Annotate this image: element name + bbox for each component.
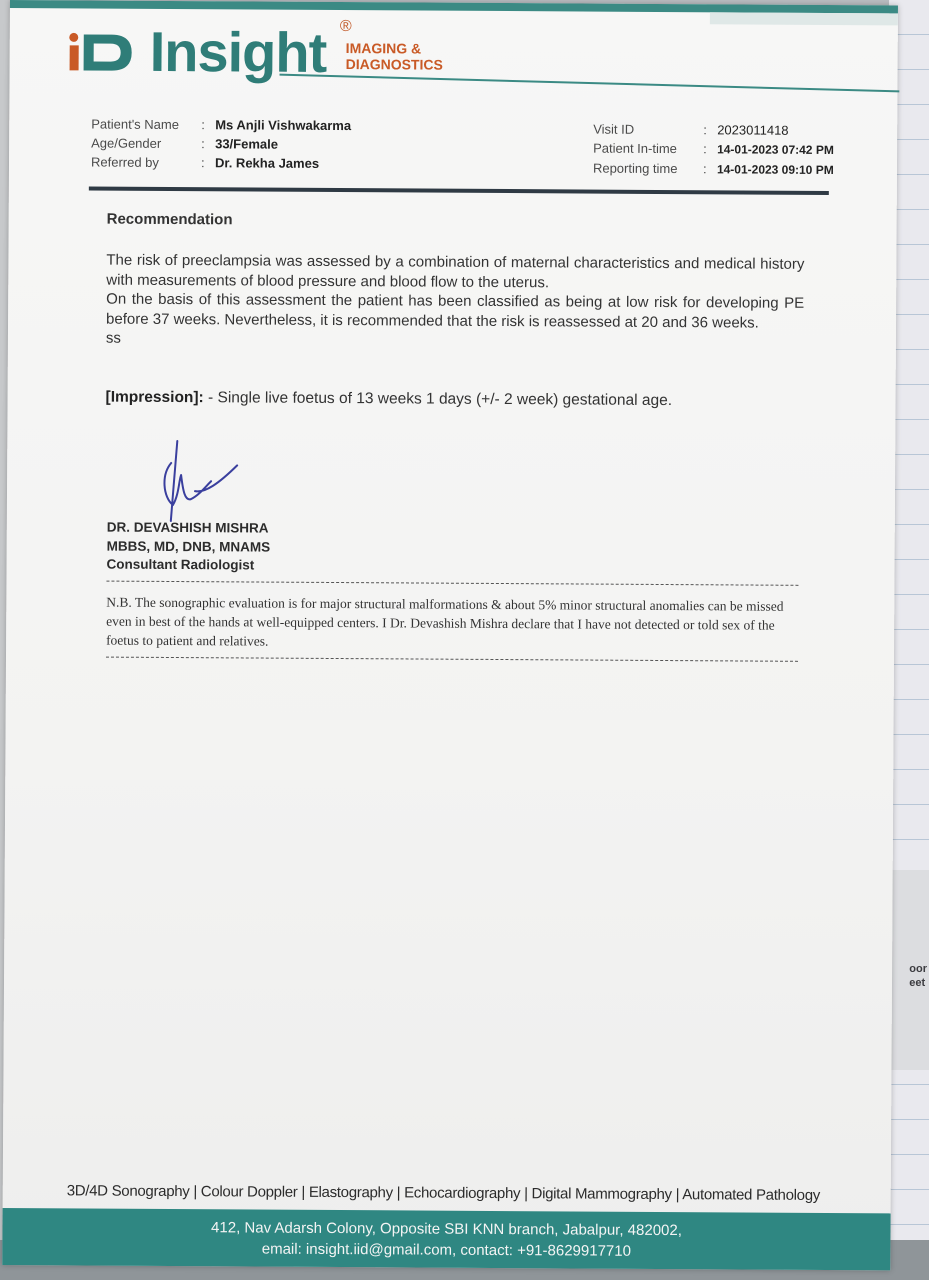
report-sheet	[2, 0, 898, 1270]
doctor-block	[106, 519, 270, 575]
logo-subtitle: IMAGING & DIAGNOSTICS	[345, 40, 443, 73]
patient-age-row: Age/Gender : 33/Female	[91, 135, 279, 152]
patient-info-left	[91, 114, 351, 173]
recommendation-para-2: On the basis of this assessment the patient has been classified as being at low risk for developing PE before 37 weeks. Nevertheless, it is recommended that the risk is reassessed at 20 and 36 weeks.	[106, 290, 805, 332]
services-list: 3D/4D Sonography | Colour Doppler | Elastography | Echocardiography | Digital Mammography | Automated Pathology	[66, 1182, 821, 1204]
logo-wordmark: Insight	[149, 19, 327, 84]
reporting-time-row: Reporting time : 14-01-2023 09:10 PM	[592, 160, 834, 178]
dashed-rule-top	[106, 581, 798, 586]
header-rule	[280, 74, 900, 93]
referred-by-row: Referred by : Dr. Rekha James	[90, 154, 320, 171]
recommendation-para-1: The risk of preeclampsia was assessed by a combination of maternal characteristics and medical history with measurements of blood pressure and blood flow to the uterus.	[106, 251, 805, 291]
doctor-degrees: MBBS, MD, DNB, MNAMS	[106, 538, 271, 555]
doctor-signature	[149, 435, 246, 532]
patient-info-right	[593, 120, 834, 180]
disclaimer-note: N.B. The sonographic evaluation is for major structural malformations & about 5% minor structural anomalies can be missed even in best of the hands at well-equipped centers. I Dr. Devashish Mishra declare that I have not detected or told sex of the foetus to patient and relatives.	[106, 594, 784, 649]
section-title: Recommendation	[106, 210, 233, 229]
footer-contact: email: insight.iid@gmail.com, contact: +91-8629917710	[261, 1240, 632, 1260]
footer-address: 412, Nav Adarsh Colony, Opposite SBI KNN branch, Jabalpur, 482002,	[211, 1219, 682, 1240]
impression-text: - Single live foetus of 13 weeks 1 days (+/- 2 week) gestational age.	[203, 389, 673, 410]
dashed-rule-bottom	[106, 657, 798, 662]
visit-id-row: Visit ID : 2023011418	[593, 121, 789, 138]
info-divider	[89, 186, 829, 195]
visit-id: 2023011418	[717, 122, 789, 138]
registered-mark: ®	[339, 18, 352, 36]
doctor-title: Consultant Radiologist	[106, 556, 255, 573]
in-time-row: Patient In-time : 14-01-2023 07:42 PM	[593, 140, 834, 158]
recommendation-para-3: ss	[105, 329, 121, 347]
patient-age-gender: 33/Female	[215, 136, 279, 152]
recommendation-text	[106, 251, 805, 353]
reporting-time: 14-01-2023 09:10 PM	[716, 162, 834, 178]
doctor-name: DR. DEVASHISH MISHRA	[106, 519, 269, 536]
patient-name-row: Patient's Name : Ms Anjli Vishwakarma	[91, 116, 352, 134]
patient-in-time: 14-01-2023 07:42 PM	[717, 142, 834, 158]
background-edge-text: oor eet	[909, 963, 927, 989]
footer-band	[2, 1208, 890, 1270]
impression	[106, 389, 673, 410]
referring-doctor: Dr. Rekha James	[214, 155, 320, 171]
top-color-band	[10, 0, 898, 13]
patient-name: Ms Anjli Vishwakarma	[215, 117, 352, 134]
top-band-fade	[710, 12, 898, 25]
id-logo-icon	[68, 32, 134, 72]
impression-label: [Impression]:	[105, 388, 204, 407]
